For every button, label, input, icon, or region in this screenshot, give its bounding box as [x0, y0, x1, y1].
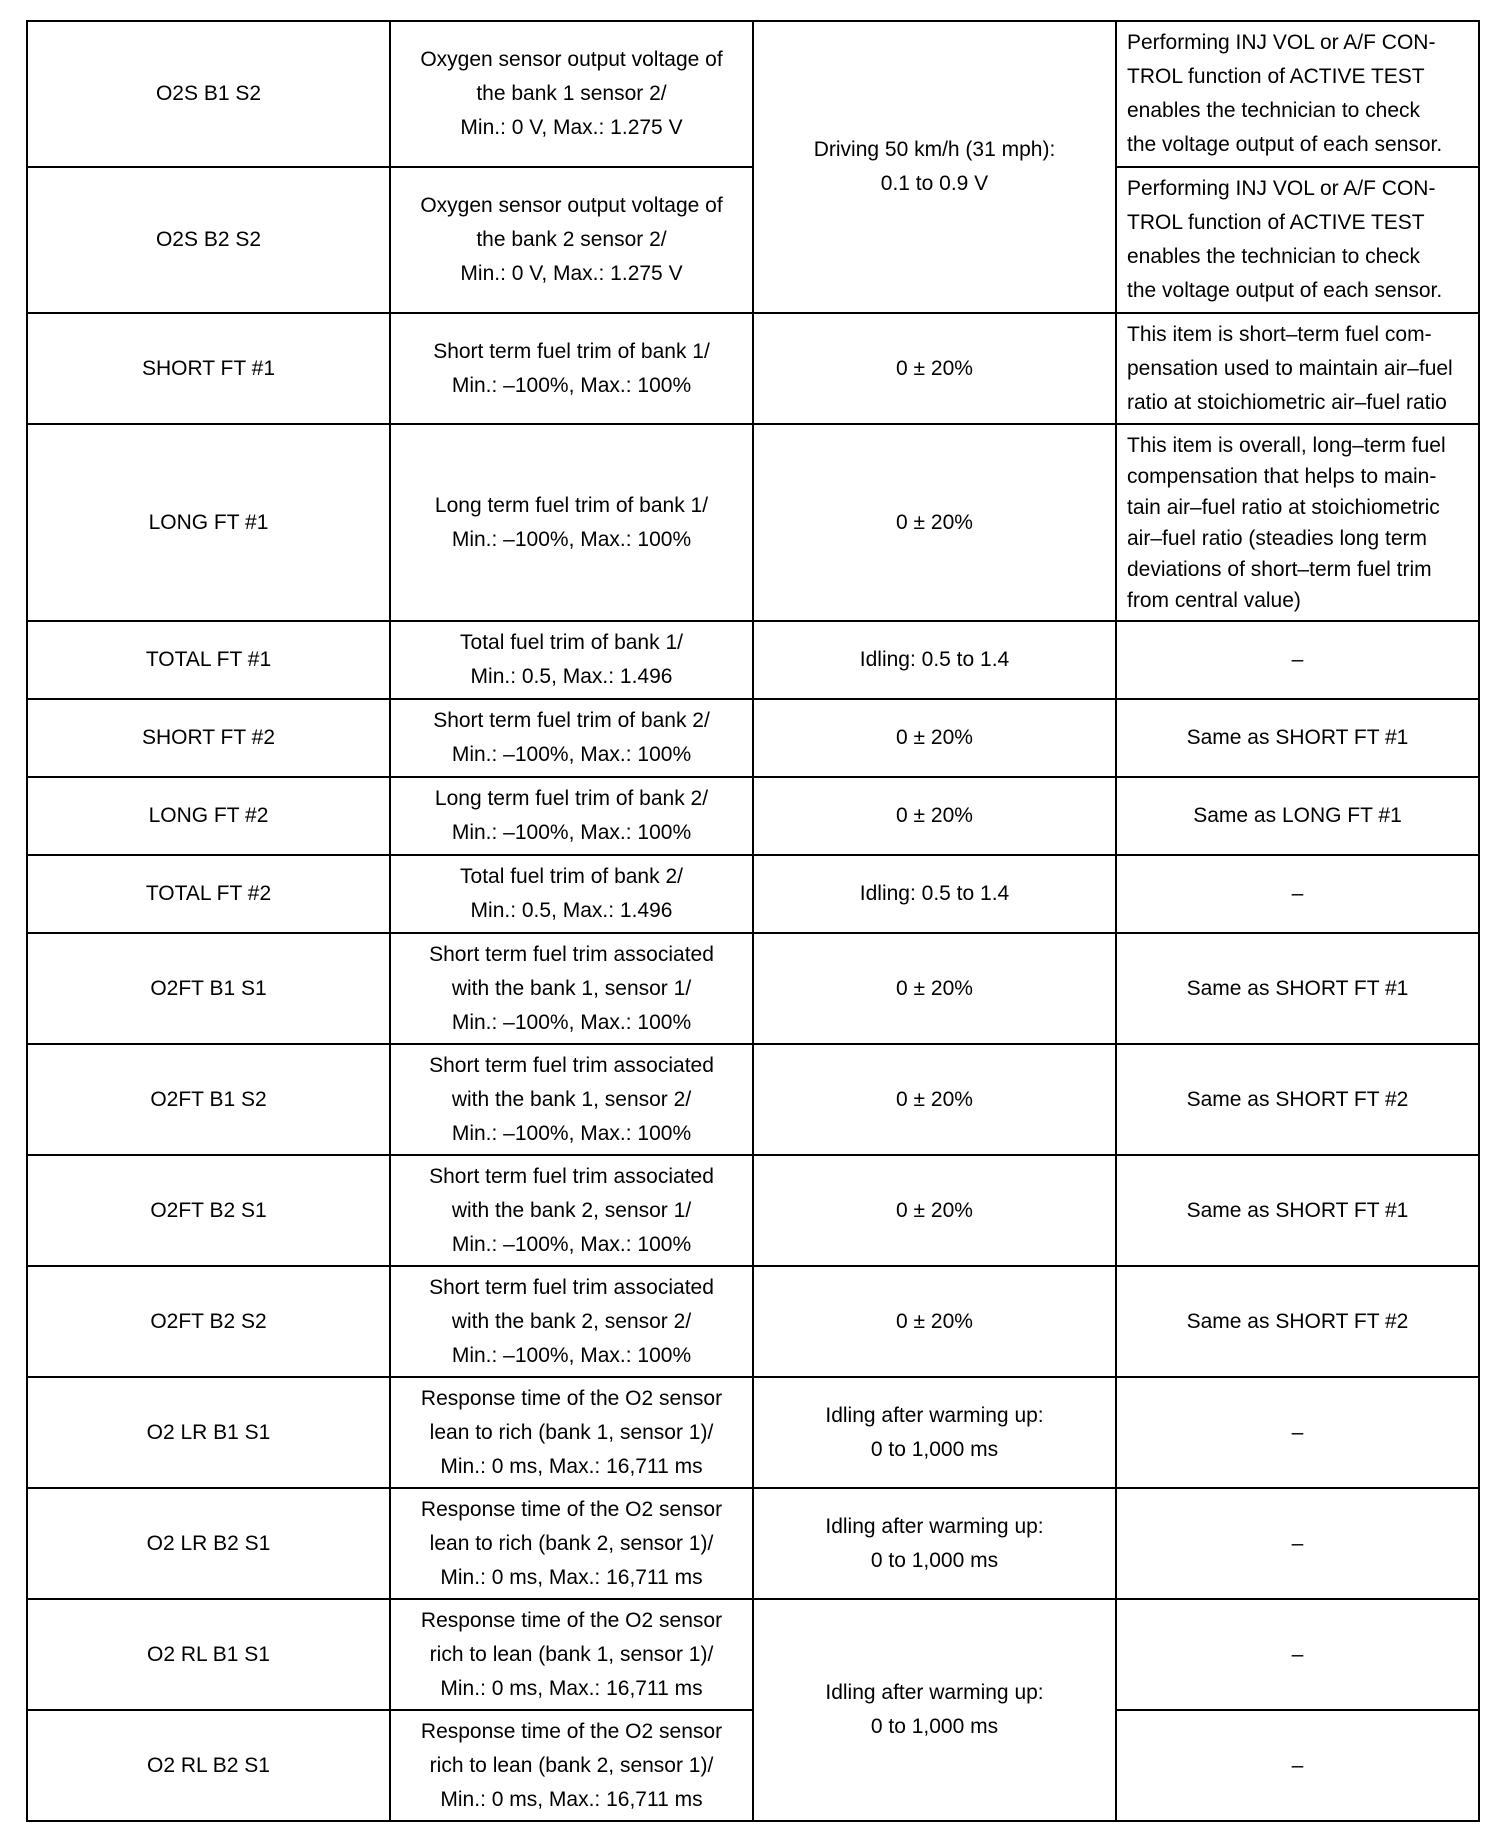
table-row [27, 933, 1479, 1044]
diagnostic-note-cell: Same as SHORT FT #1 [1116, 699, 1479, 777]
diagnostic-note-cell: – [1116, 1377, 1479, 1488]
item-cell: SHORT FT #2 [27, 699, 390, 777]
table-row [27, 1155, 1479, 1266]
table-row [27, 1599, 1479, 1710]
item-cell: O2S B2 S2 [27, 167, 390, 313]
normal-condition-cell: 0 ± 20% [753, 1155, 1116, 1266]
item-cell: LONG FT #1 [27, 424, 390, 621]
diagnostic-note-cell: Same as SHORT FT #2 [1116, 1044, 1479, 1155]
normal-condition-cell: Idling: 0.5 to 1.4 [753, 855, 1116, 933]
measurement-cell: Short term fuel trim of bank 2/ Min.: –100%, Max.: 100% [390, 699, 753, 777]
item-cell: O2 RL B1 S1 [27, 1599, 390, 1710]
item-cell: O2FT B1 S2 [27, 1044, 390, 1155]
measurement-cell: Response time of the O2 sensor rich to lean (bank 1, sensor 1)/ Min.: 0 ms, Max.: 16,711 ms [390, 1599, 753, 1710]
table-row [27, 313, 1479, 424]
measurement-cell: Short term fuel trim of bank 1/ Min.: –100%, Max.: 100% [390, 313, 753, 424]
normal-condition-cell: Idling after warming up: 0 to 1,000 ms [753, 1488, 1116, 1599]
diagnostic-note-cell: – [1116, 1710, 1479, 1821]
measurement-cell: Short term fuel trim associated with the bank 1, sensor 2/ Min.: –100%, Max.: 100% [390, 1044, 753, 1155]
normal-condition-cell: Driving 50 km/h (31 mph): 0.1 to 0.9 V [753, 21, 1116, 313]
item-cell: O2FT B2 S1 [27, 1155, 390, 1266]
measurement-cell: Oxygen sensor output voltage of the bank 1 sensor 2/ Min.: 0 V, Max.: 1.275 V [390, 21, 753, 167]
measurement-cell: Oxygen sensor output voltage of the bank 2 sensor 2/ Min.: 0 V, Max.: 1.275 V [390, 167, 753, 313]
normal-condition-cell: 0 ± 20% [753, 424, 1116, 621]
table-row [27, 777, 1479, 855]
normal-condition-cell: 0 ± 20% [753, 933, 1116, 1044]
diagnostic-note-cell: Performing INJ VOL or A/F CON- TROL function of ACTIVE TEST enables the technician to check the voltage output of each sensor. [1116, 21, 1479, 167]
measurement-cell: Long term fuel trim of bank 2/ Min.: –100%, Max.: 100% [390, 777, 753, 855]
normal-condition-cell: 0 ± 20% [753, 1044, 1116, 1155]
diagnostic-note-cell: Same as SHORT FT #2 [1116, 1266, 1479, 1377]
item-cell: O2S B1 S2 [27, 21, 390, 167]
table-row [27, 21, 1479, 167]
measurement-cell: Response time of the O2 sensor lean to rich (bank 1, sensor 1)/ Min.: 0 ms, Max.: 16,711 ms [390, 1377, 753, 1488]
normal-condition-cell: 0 ± 20% [753, 1266, 1116, 1377]
diagnostic-note-cell: – [1116, 1599, 1479, 1710]
item-cell: TOTAL FT #2 [27, 855, 390, 933]
diagnostic-note-cell: This item is overall, long–term fuel compensation that helps to main- tain air–fuel ratio at stoichiometric air–fuel ratio (steadies long term deviations of short–term fuel trim from central value) [1116, 424, 1479, 621]
measurement-cell: Short term fuel trim associated with the bank 2, sensor 2/ Min.: –100%, Max.: 100% [390, 1266, 753, 1377]
diagnostic-note-cell: – [1116, 1488, 1479, 1599]
diagnostic-note-cell: Same as SHORT FT #1 [1116, 1155, 1479, 1266]
item-cell: O2 LR B1 S1 [27, 1377, 390, 1488]
table-row [27, 621, 1479, 699]
normal-condition-cell: 0 ± 20% [753, 313, 1116, 424]
normal-condition-cell: 0 ± 20% [753, 777, 1116, 855]
table-row [27, 1488, 1479, 1599]
item-cell: O2 LR B2 S1 [27, 1488, 390, 1599]
table-row [27, 424, 1479, 621]
diagnostic-note-cell: – [1116, 621, 1479, 699]
measurement-cell: Long term fuel trim of bank 1/ Min.: –100%, Max.: 100% [390, 424, 753, 621]
diagnostic-note-cell: Same as SHORT FT #1 [1116, 933, 1479, 1044]
item-cell: SHORT FT #1 [27, 313, 390, 424]
data-list-sheet [26, 20, 1478, 1822]
measurement-cell: Short term fuel trim associated with the bank 1, sensor 1/ Min.: –100%, Max.: 100% [390, 933, 753, 1044]
measurement-cell: Total fuel trim of bank 1/ Min.: 0.5, Max.: 1.496 [390, 621, 753, 699]
table-row [27, 699, 1479, 777]
item-cell: TOTAL FT #1 [27, 621, 390, 699]
diagnostic-note-cell: Performing INJ VOL or A/F CON- TROL function of ACTIVE TEST enables the technician to check the voltage output of each sensor. [1116, 167, 1479, 313]
data-list-table [26, 20, 1480, 1822]
measurement-cell: Response time of the O2 sensor rich to lean (bank 2, sensor 1)/ Min.: 0 ms, Max.: 16,711 ms [390, 1710, 753, 1821]
diagnostic-note-cell: This item is short–term fuel com- pensation used to maintain air–fuel ratio at stoichiometric air–fuel ratio [1116, 313, 1479, 424]
item-cell: O2 RL B2 S1 [27, 1710, 390, 1821]
measurement-cell: Short term fuel trim associated with the bank 2, sensor 1/ Min.: –100%, Max.: 100% [390, 1155, 753, 1266]
normal-condition-cell: Idling after warming up: 0 to 1,000 ms [753, 1377, 1116, 1488]
table-row [27, 1044, 1479, 1155]
item-cell: O2FT B1 S1 [27, 933, 390, 1044]
table-row [27, 855, 1479, 933]
normal-condition-cell: 0 ± 20% [753, 699, 1116, 777]
diagnostic-note-cell: – [1116, 855, 1479, 933]
item-cell: LONG FT #2 [27, 777, 390, 855]
table-row [27, 1377, 1479, 1488]
item-cell: O2FT B2 S2 [27, 1266, 390, 1377]
measurement-cell: Total fuel trim of bank 2/ Min.: 0.5, Max.: 1.496 [390, 855, 753, 933]
measurement-cell: Response time of the O2 sensor lean to rich (bank 2, sensor 1)/ Min.: 0 ms, Max.: 16,711 ms [390, 1488, 753, 1599]
diagnostic-note-cell: Same as LONG FT #1 [1116, 777, 1479, 855]
table-row [27, 1266, 1479, 1377]
normal-condition-cell: Idling after warming up: 0 to 1,000 ms [753, 1599, 1116, 1821]
normal-condition-cell: Idling: 0.5 to 1.4 [753, 621, 1116, 699]
